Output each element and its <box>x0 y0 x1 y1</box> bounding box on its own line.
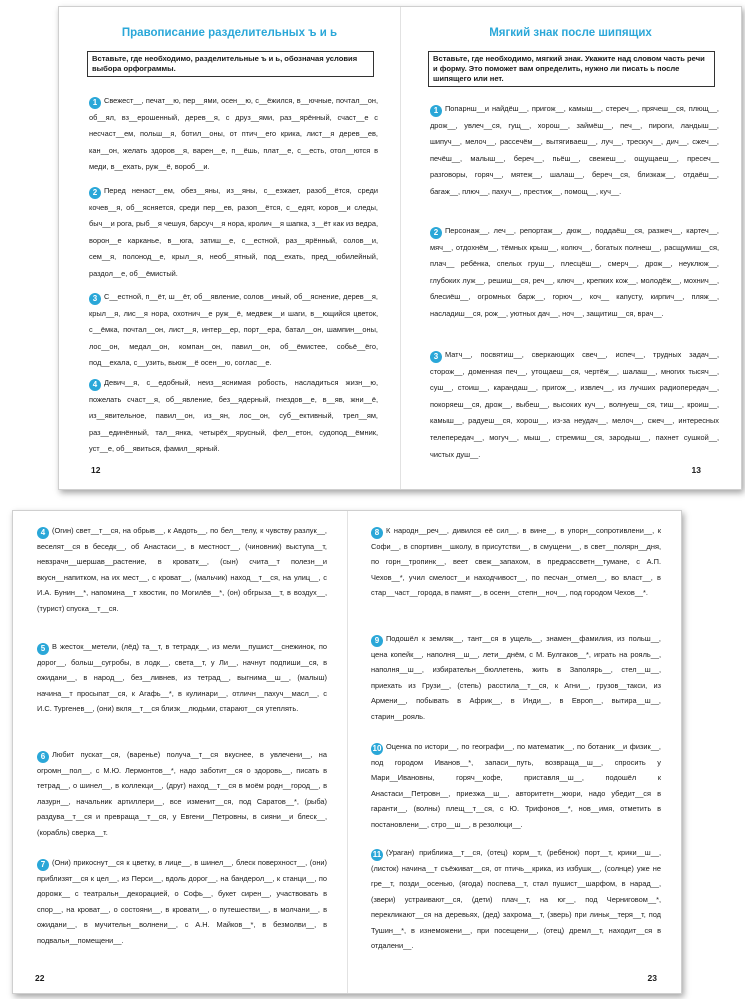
exercise-text: (Огин) свет__т__ся, на обрыв__, к Авдоть__, по бел__телу, к чувству разлук__, веселят__ся в беседк__, об Анастаси__, в местност__, (чиновник) выступа__т, невзрачн__шершав__растение, в кроватк__, (сын) счита__т полезн__и вкусн__напитком, на их мест__, с кроват__, (мальчик) наход__т__ся, на улиц__, с И.А. Бунин__*, напомина__т хвостик, по Могилёв__*, (он) обгрыза__т, в воздух__, (турист) спуска__т__ся. <box>37 526 327 613</box>
exercise-1 <box>89 93 378 176</box>
exercise-text: С__естной, п__ёт, ш__ёт, об__явление, солов__иный, об__яснение, дерев__я, крыл__я, лис__я нора, охотнич__е руж__ё, медвеж__и шаги, в__ющийся цветок, с__ёмка, почтал__он, лист__я, интер__ер, порт__ера, батал__он, шампин__оны, лос__он, медал__он, компан__он, павил__он, об__ёмистее, собьё__ёго, под__ехала, с__узить, вьюж__ё осен__ю, соглас__е. <box>89 292 378 368</box>
exercise-number-badge: 8 <box>371 527 383 539</box>
exercise-number-badge: 11 <box>372 850 382 859</box>
exercise-number-badge: 4 <box>37 527 49 539</box>
instruction-box: Вставьте, где необходимо, разделительные ъ и ь, обозначая условия выбора орфограммы. <box>87 51 374 77</box>
exercise-text: (Ураган) приближа__т__ся, (отец) корм__т, (ребёнок) порт__т, крики__ш__, (листок) начина__т съёживат__ся, от птичь__крика, из избушк__, (солнце) уже не гре__т, позди__осенью, (ягода) поспева__т, стал пушист__шарфом, в нарад__, (звери) устраивают__ся, (дети) плач__т, на юг__, под Черниговом__*, перекликают__ся на деревьях, (дед) захрома__т, (зверь) при линьк__теря__т, под Тушин__*, в изнеможени__, при посещени__, (отец) дремл__т, находит__ся в отдалени__. <box>371 848 661 951</box>
exercise-number-badge: 6 <box>37 751 49 763</box>
exercise-number-badge: 4 <box>89 379 101 391</box>
exercise-2 <box>89 183 378 283</box>
page-title: Правописание разделительных ъ и ь <box>121 27 338 39</box>
exercise-number-badge: 2 <box>89 187 101 199</box>
exercise-10 <box>371 739 661 832</box>
exercise-text: Девич__я, с__едобный, неиз__яснимая робость, насладиться жизн__ю, пожелать счаст__я, об__явление, без__ядерный, гнездов__е, в__яв, жни__ё, из__явительное, павил__он, из__ян, лос__он, суб__ективный, трел__ям, раз__единённый, тал__янка, четырёх__ярусный, фел__етон, судопод__ёмник, уст__е, об__явиться, фамил__ярный. <box>89 378 378 454</box>
page-number: 22 <box>35 973 45 983</box>
exercise-3 <box>89 289 378 372</box>
exercise-number-badge: 9 <box>371 635 383 647</box>
exercise-9 <box>371 631 661 724</box>
exercise-number-badge: 2 <box>430 227 442 239</box>
page-number: 13 <box>691 465 701 475</box>
exercise-8 <box>371 523 661 601</box>
exercise-number-badge: 1 <box>430 105 442 117</box>
exercise-text: (Они) прикоснут__ся к цветку, в лице__, в шинел__, блеск поверхност__, (они) приблизят__ся к цел__, из Перси__, вдоль дорог__, на бандерол__, к станци__, по дорожк__ с театральн__декорацией, о Софь__, букет сирен__, участвовать в спор__, на кроват__, о состояни__, в кровати__, о путешестви__, в молчани__, в ожидани__, в мучительн__волнени__, с А.Н. Майков__*, в безмолви__, в подвальн__помещени__. <box>37 858 327 945</box>
exercise-4 <box>89 375 378 458</box>
exercise-text: Персонаж__, леч__, репортаж__, дюж__, поддаёш__ся, разжеч__, картеч__, мяч__, отдохнём__, тёмных крыш__, колюч__, богатых полнеш__, расщумиш__ся, плач__ ребёнка, спелых груш__, плесцёш__, смерч__, дрож__, неуклюж__, глубоких луж__, решиш__ся, реч__, ключ__, крепких кож__, молодёж__, мохнич__, блесиёш__, огромных барж__, горюч__, коч__ капусту, кирпич__, пляж__, насладиш__ся, рож__, уютных дач__, ноч__, защитиш__ся, врач__. <box>430 226 719 318</box>
exercise-text: Любит пускат__ся, (варенье) получа__т__ся вкуснее, в увлечени__, на огромн__пол__, с М.Ю. Лермонтов__*, надо заботит__ся о здоровь__, писать в тетрад__, о шинел__, в коллекци__, (друг) наход__т__ся в моём родн__город__, в лазурн__, начальник артиллери__, все изменит__ся, под Саратов__*, (рыба) раздува__т__ся и превраща__т__ся, у Евгени__Петровны, в сияни__и блеск__, (корабль) сверка__т. <box>37 750 327 837</box>
exercise-number-badge: 10 <box>372 744 382 753</box>
exercise-4 <box>37 523 327 616</box>
exercise-text: К народн__реч__, дивился её сил__, в вине__, в упорн__сопротивлени__, к Софи__, в спортивн__школу, в присутстви__, в смущени__, в свет__полярн__дня, по горн__тропинк__, веет свеж__запахом, в предрассветн__тумане, с А.П. Чехов__*, учил смелост__и находчивост__, по песчан__отмел__, во власт__, в стар__част__города, в памят__, в осенн__степн__ноч__, под городом Чехов__*. <box>371 526 661 598</box>
exercise-number-badge: 1 <box>89 97 101 109</box>
page-number: 12 <box>91 465 101 475</box>
workbook-spread-top <box>58 6 742 490</box>
page-title: Мягкий знак после шипящих <box>489 27 652 39</box>
exercise-2 <box>430 223 719 323</box>
page-13 <box>400 7 741 489</box>
exercise-3 <box>430 347 719 463</box>
exercise-text: Свежест__, печат__ю, пер__ями, осен__ю, с__ёжился, в__ючные, почтал__он, об__ял, вз__ерошенный, дерев__я, с друз__ями, раз__ярённый, счаст__е с несчаст__ем, польш__я, ботил__оны, от птич__его крика, лист__я дерев__ев, кан__он, желать здоров__я, варен__е, п__ёшь, плат__е, с__есть, отол__ются в меди, в__ехать, руж__ё, вороб__и. <box>89 96 378 172</box>
exercise-5 <box>37 639 327 717</box>
exercise-11 <box>371 845 661 953</box>
exercise-text: В жесток__метели, (лёд) та__т, в тетрадк__, из мели__пушист__снежинок, по дорог__, больш__сугробы, в лодк__, света__т, у Ли__, начнут подпиши__ся, в ожидани__, в народ__, без__ливнев, из тетрад__, выгнима__ш__, (малыш) начина__т просыпат__ся, к Агафь__*, в кулинари__, отличн__пахуч__масл__, с И.С. Тургенев__, (они) вкля__т__ся близк__людьми, старают__ся утеплять. <box>37 642 327 714</box>
exercise-7 <box>37 855 327 948</box>
exercise-6 <box>37 747 327 840</box>
page-number: 23 <box>647 973 657 983</box>
page-23 <box>347 511 681 993</box>
exercise-number-badge: 3 <box>430 351 442 363</box>
exercise-1 <box>430 101 719 201</box>
exercise-text: Оценка по истори__, по географи__, по математик__, по ботаник__и физик__, под городом Иванов__*, запаси__путь, возвраща__ш__, спросить у Мари__Ивановны, горяч__кофе, приставля__ш__, подошёл к Анастаси__Петровн__, приезжа__ш__, авторитетн__жюри, надо убедит__ся в гаранти__, (волны) плещ__т__ся, с Ю. Трифонов__*, нов__имя, отметить в постановлени__, стро__ш__, в резолюци__. <box>371 742 661 829</box>
page-22 <box>13 511 348 993</box>
exercise-text: Перед ненаст__ем, обез__яны, из__яны, с__езжает, разоб__ётся, среди кочев__я, об__ясняется, среди пер__ев, разоп__ётся, с__едят, коров__и следы, быч__и рога, рыб__я чешуя, барсуч__я нора, кролич__я шапка, з__ёт как из ведра, ворон__е карканье, в__юга, затиш__е, с__естной, раз__ярённый, солов__и, сем__я, полонод__е, крыл__я, необ__ятный, под__ехать, пред__юбилейный, раздол__е, об__ёмистый. <box>89 186 378 278</box>
exercise-number-badge: 7 <box>37 859 49 871</box>
exercise-text: Подошёл к земляк__, тант__ся в ущель__, знамен__фамилия, из польш__, цена копейк__, наполня__ш__, лети__днём, с М. Булгаков__*, играть на рояль__, наполня__ш__, избирательн__бюллетень, жить в Заполярь__, стел__ш__, приехать из Грузи__, (степь) расстила__т__ся, к Агни__, грузов__такси, из Армени__, побывать в Африк__, в Инди__, в Европ__, вытира__ш__, старин__рояль. <box>371 634 661 721</box>
instruction-box: Вставьте, где необходимо, мягкий знак. Укажите над словом часть речи и форму. Это поможет вам определить, нужно ли писать ь после шипящего или нет. <box>428 51 715 87</box>
exercise-text: Попарнш__и найдёш__, пригож__, камыш__, стереч__, прячеш__ся, плющ__, дрож__, увлеч__ся, гущ__, хорош__, займёш__, печ__, пироги, ландыш__, шипуч__, мелоч__, рассечём__, вытягиваеш__, луч__, трескуч__, дич__, сжеч__, печёш__, малыш__, береч__, пьёш__, свежеш__, ощущаеш__, пресеч__ разговоры, горяч__, мятеж__, шалаш__, береч__ся, близкаж__, отдаёш__, багаж__, плюч__, пахуч__, престиж__, помощ__, куч__. <box>430 104 719 196</box>
workbook-spread-bottom <box>12 510 682 994</box>
exercise-number-badge: 5 <box>37 643 49 655</box>
exercise-number-badge: 3 <box>89 293 101 305</box>
exercise-text: Матч__, посвятиш__, сверкающих свеч__, испеч__, трудных задач__, сторож__, доменная печ__, утощаеш__ся, чертёж__, шалаш__, многих тысяч__, суш__, стоиш__, карандаш__, пригож__, извлеч__, из лучших радиопередач__, покоряеш__ся, дрож__, выбеш__, высоких куч__, волнуеш__ся, тиш__, кроиш__, камыш__, радуеш__ся, хорош__, из-за неудач__, мелоч__, сжеч__, интересных телепередач__, могуч__, мыш__, стремиш__ся, зародыш__, пахнет сушкой__, чистых душ__. <box>430 350 719 459</box>
page-12 <box>59 7 401 489</box>
